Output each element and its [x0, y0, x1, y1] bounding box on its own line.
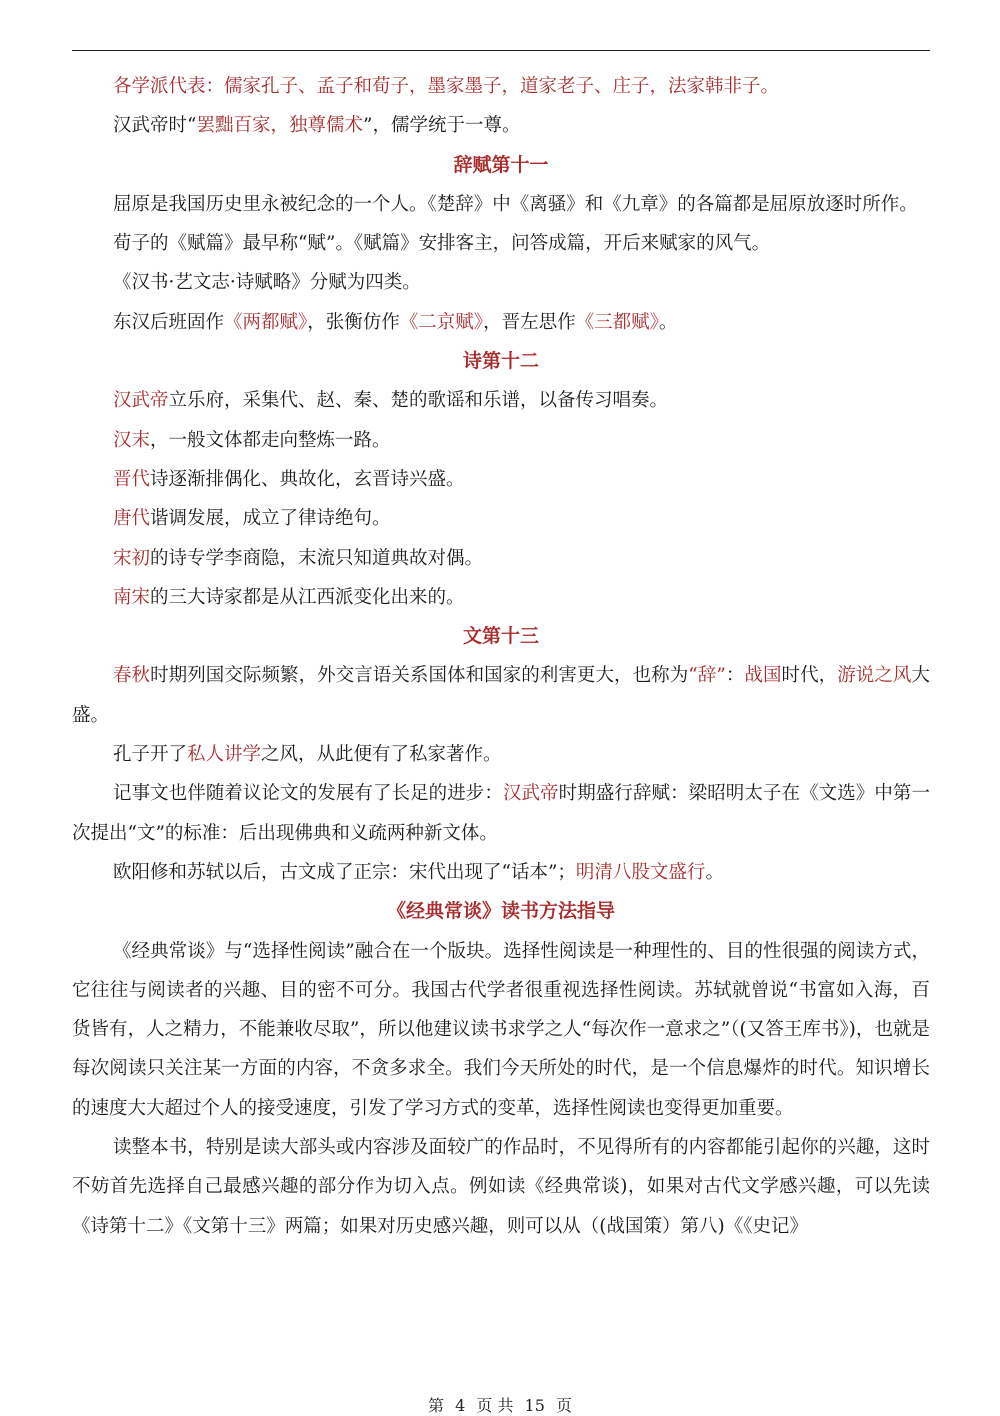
highlight-text: 《二京赋》 [399, 311, 484, 333]
paragraph [72, 774, 930, 853]
text-run: 东汉后班固作 [113, 311, 225, 333]
text-run: 。 [705, 861, 724, 883]
highlight-text: 罢黜百家，独尊儒术 [196, 115, 363, 137]
text-run: ： [725, 665, 745, 687]
text-run: 时期盛行辞赋：梁昭明太子在《文选》中第一次提出“文”的标准：后出现佛典和义疏两种新文体。 [72, 783, 930, 844]
text-run: ，一般文体都走向整炼一路。 [150, 429, 391, 451]
paragraph [72, 303, 930, 342]
highlight-text: 各学派代表：儒家孔子、孟子和荀子，墨家墨子，道家老子、庄子，法家韩非子。 [113, 76, 780, 97]
text-run: 欧阳修和苏轼以后，古文成了正宗：宋代出现了“话本”； [113, 861, 576, 883]
section-heading: 文第十三 [462, 625, 539, 648]
highlight-text: 晋代 [113, 468, 151, 490]
highlight-text: 《两都赋》 [224, 311, 308, 333]
paragraph [72, 735, 930, 774]
text-run: 诗逐渐排偶化、典故化，玄晋诗兴盛。 [150, 468, 465, 490]
header-rule [72, 50, 930, 51]
paragraph [72, 460, 930, 499]
highlight-text: 游说之风 [837, 665, 912, 687]
text-run: 荀子的《赋篇》最早称“赋”。《赋篇》安排客主，问答成篇，开后来赋家的风气。 [113, 233, 771, 255]
highlight-text: “辞” [688, 665, 726, 687]
paragraph [72, 1128, 930, 1246]
highlight-text: 唐代 [113, 508, 151, 530]
highlight-text: 汉武帝 [113, 390, 169, 412]
paragraph [72, 578, 930, 617]
section-heading: 诗第十二 [462, 350, 539, 373]
footer-total-pages: 15 [524, 1396, 545, 1415]
page-footer [0, 1393, 1000, 1416]
paragraph [72, 185, 930, 224]
text-run: 的诗专学李商隐，末流只知道典故对偶。 [150, 547, 484, 569]
paragraph [72, 853, 930, 892]
text-run: 读整本书，特别是读大部头或内容涉及面较广的作品时，不见得所有的内容都能引起你的兴趣，这时不妨首先选择自己最感兴趣的部分作为切入点。例如读《经典常谈)，如果对古代文学感兴趣，可以先读《诗第十二》《文第十三》两篇；如果对历史感兴趣，则可以从（(战国策）第八)《《史记》 [72, 1137, 930, 1237]
text-run: ”，儒学统于一尊。 [362, 115, 521, 137]
paragraph [72, 656, 930, 735]
highlight-text: 战国 [744, 665, 782, 687]
text-run: 时代， [781, 665, 838, 687]
text-run: 之风，从此便有了私家著作。 [261, 744, 502, 766]
highlight-text: 《三都赋》 [575, 311, 659, 333]
text-run: 立乐府，采集代、赵、秦、楚的歌谣和乐谱，以备传习唱奏。 [168, 390, 669, 412]
highlight-text: 明清八股文盛行 [575, 861, 706, 883]
text-run: 孔子开了 [113, 744, 188, 766]
paragraph [72, 539, 930, 578]
text-run: 屈原是我国历史里永被纪念的一个人。《楚辞》中《离骚》和《九章》的各篇都是屈原放逐时所作。 [113, 193, 918, 215]
text-run: 《经典常谈》与“选择性阅读”融合在一个版块。选择性阅读是一种理性的、目的性很强的阅读方式，它往往与阅读者的兴趣、目的密不可分。我国古代学者很重视选择性阅读。苏轼就曾说“书富如入海，百货皆有，人之精力，不能兼收尽取”，所以他建议读书求学之人“每次作一意求之”（(又答王库书》)，也就是每次阅读只关注某一方面的内容，不贪多求全。我们今天所处的时代，是一个信息爆炸的时代。知识增长的速度大大超过个人的接受速度，引发了学习方式的变革，选择性阅读也变得更加重要。 [72, 940, 930, 1119]
text-run: 。 [658, 311, 678, 333]
footer-page-number: 4 [455, 1396, 466, 1415]
paragraph [72, 224, 930, 263]
text-run: ，晋左思作 [483, 311, 576, 333]
footer-suffix: 页 [556, 1396, 573, 1415]
paragraph [72, 67, 930, 106]
highlight-text: 私人讲学 [187, 744, 262, 766]
section-heading: 《经典常谈》读书方法指导 [386, 900, 615, 923]
footer-prefix: 第 [427, 1396, 444, 1415]
text-run: 大盛。 [72, 665, 930, 726]
paragraph [72, 263, 930, 302]
highlight-text: 春秋 [113, 665, 151, 687]
highlight-text: 汉末 [113, 429, 151, 451]
text-run: 记事文也伴随着议论文的发展有了长足的进步： [113, 783, 503, 805]
paragraph [72, 421, 930, 460]
footer-mid: 页 共 [476, 1396, 514, 1415]
text-run: 谐调发展，成立了律诗绝句。 [150, 508, 391, 530]
highlight-text: 宋初 [113, 547, 151, 569]
text-run: 汉武帝时“ [113, 115, 197, 137]
text-run: 时期列国交际频繁，外交言语关系国体和国家的利害更大，也称为 [150, 665, 689, 687]
highlight-text: 汉武帝 [502, 783, 559, 805]
paragraph [72, 499, 930, 538]
text-run: ，张衡仿作 [307, 311, 400, 333]
paragraph [72, 381, 930, 420]
section-heading: 辞赋第十一 [453, 153, 549, 176]
highlight-text: 南宋 [113, 586, 151, 608]
text-run: 《汉书·艺文志·诗赋略》分赋为四类。 [113, 272, 421, 294]
document-body [72, 67, 930, 1246]
paragraph [72, 106, 930, 145]
paragraph [72, 932, 930, 1128]
text-run: 的三大诗家都是从江西派变化出来的。 [150, 586, 465, 608]
